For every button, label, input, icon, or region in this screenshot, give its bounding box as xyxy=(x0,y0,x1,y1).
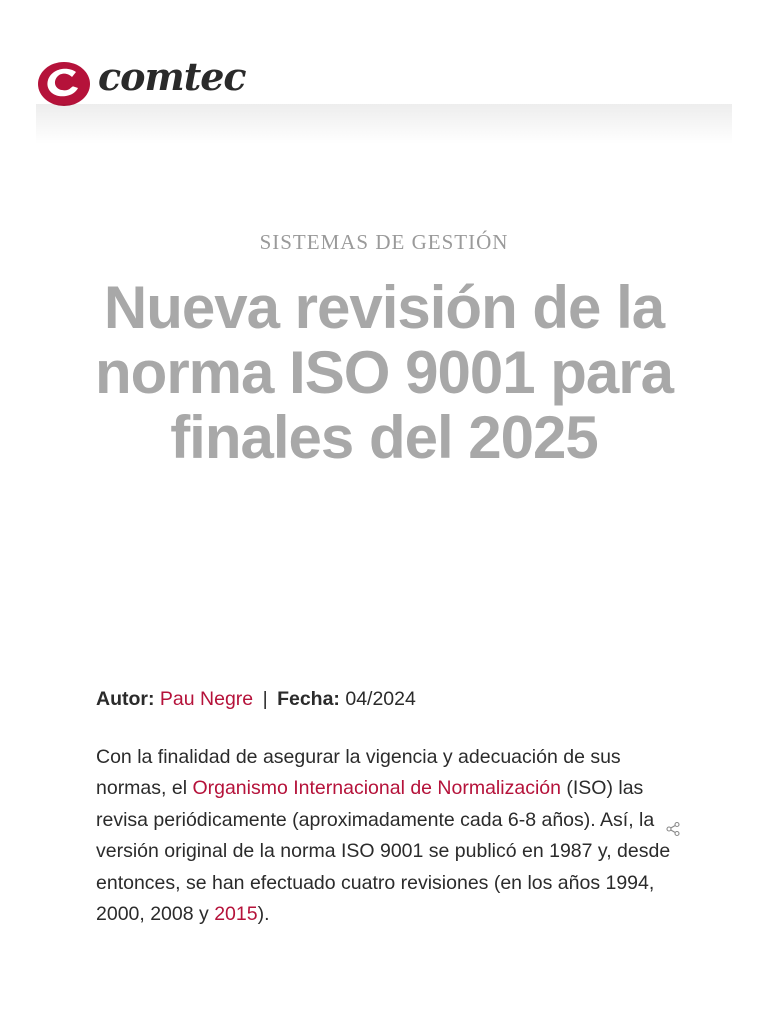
author-label: Autor: xyxy=(96,688,155,710)
article-body xyxy=(96,742,681,930)
article-paragraph xyxy=(96,742,681,930)
date-value: 04/2024 xyxy=(345,688,416,710)
category-link[interactable]: SISTEMAS DE GESTIÓN xyxy=(259,230,509,254)
share-icon[interactable] xyxy=(665,821,681,837)
title-line-2: norma ISO 9001 para xyxy=(95,339,673,406)
site-header xyxy=(36,40,732,106)
date-label: Fecha: xyxy=(277,688,340,710)
author-link[interactable]: Pau Negre xyxy=(159,688,254,710)
article-hero xyxy=(0,230,768,470)
paragraph-text: ). xyxy=(257,903,270,926)
paragraph-text: Con la finalidad de asegurar la vigencia y adecuación de sus normas, el xyxy=(96,746,621,800)
iso-2015-link[interactable]: 2015 xyxy=(214,903,258,926)
iso-organization-link[interactable]: Organismo Internacional de Normalización xyxy=(192,777,561,800)
title-line-1: Nueva revisión de la xyxy=(103,274,665,341)
header-shadow xyxy=(36,104,732,144)
title-line-3: finales del 2025 xyxy=(170,404,598,471)
logo-text: comtec xyxy=(98,53,246,99)
article-title xyxy=(34,275,734,470)
comtec-c-logo-icon xyxy=(36,58,94,108)
comtec-logo-link[interactable] xyxy=(36,53,246,108)
byline xyxy=(96,688,416,711)
byline-separator: | xyxy=(262,688,268,710)
paragraph-text: (ISO) las revisa periódicamente (aproximadamente cada 6-8 años). Así, la versión original de la norma ISO 9001 se publicó en 1987 y, desde entonces, se han efectuado cuatro revisiones (en los años 1994, 2000, 2008 y xyxy=(96,777,671,926)
